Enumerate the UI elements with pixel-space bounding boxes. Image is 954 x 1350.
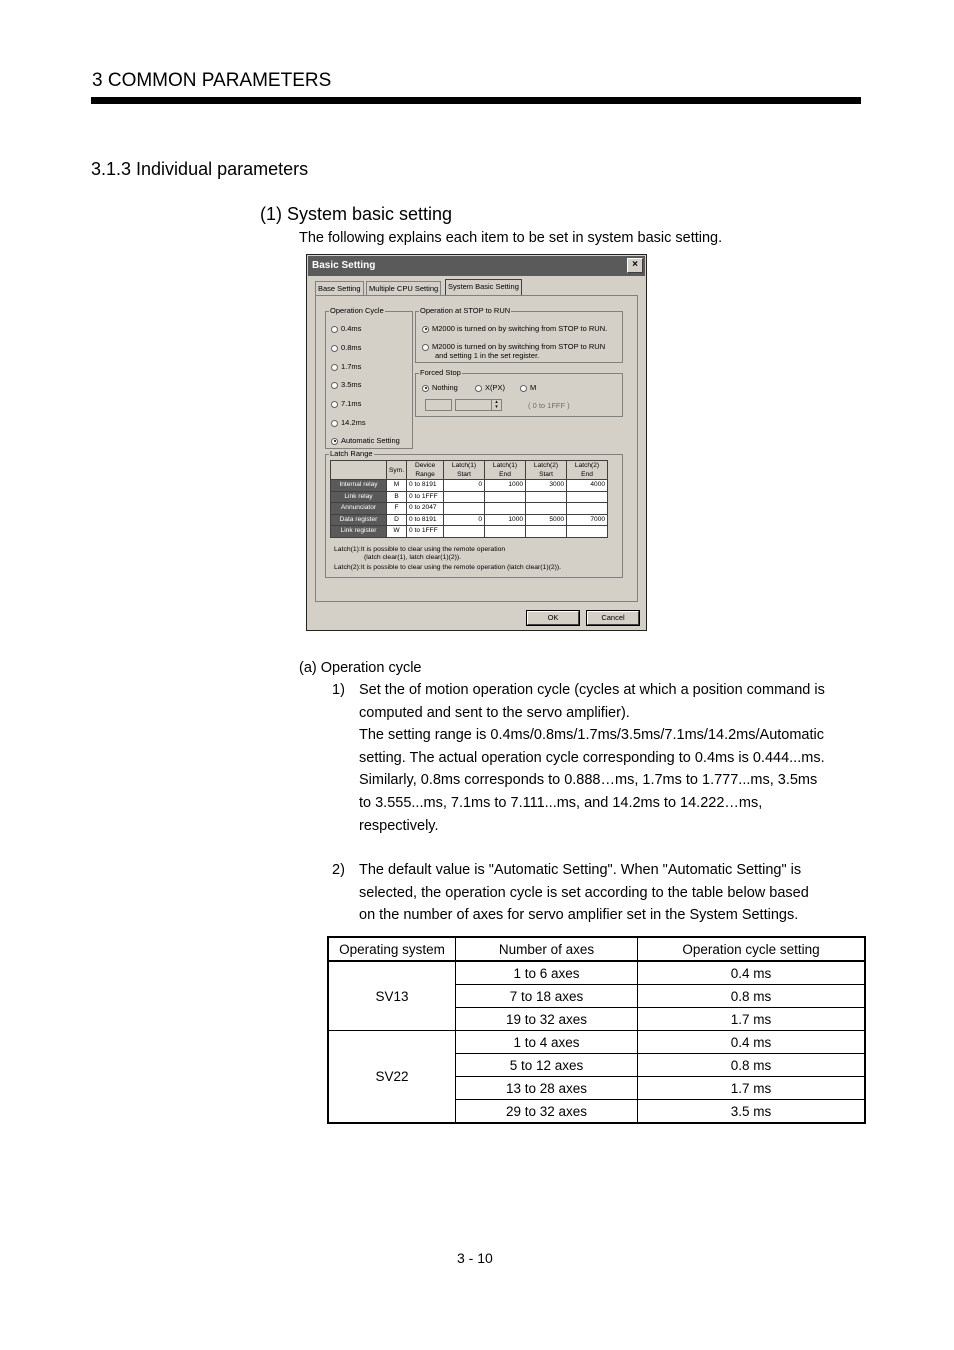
cycle-cell: 1.7 ms — [638, 1008, 866, 1031]
axes-cell: 29 to 32 axes — [456, 1100, 638, 1124]
radio-icon — [475, 385, 482, 392]
latch-row-data-register — [331, 514, 608, 526]
latch-cell-l1-end[interactable]: 1000 — [485, 514, 526, 526]
latch-row-sym: W — [387, 526, 407, 538]
latch-row-range: 0 to 8191 — [407, 480, 444, 492]
latch-header-l2-start: Latch(2) Start — [526, 461, 567, 480]
dialog-title: Basic Setting — [312, 260, 376, 271]
dialog-titlebar — [308, 256, 645, 276]
tab-base-setting[interactable]: Base Setting — [315, 281, 364, 295]
latch-cell-l1-start[interactable] — [444, 526, 485, 538]
latch-header-device-range: Device Range — [407, 461, 444, 480]
table-row — [328, 1031, 865, 1054]
latch-note-2: Latch(2):It is possible to clear using the remote operation (latch clear(1)(2)). — [334, 564, 562, 571]
latch-cell-l1-start[interactable] — [444, 503, 485, 515]
latch-row-sym: M — [387, 480, 407, 492]
latch-header-blank — [331, 461, 387, 480]
radio-icon — [422, 344, 429, 351]
latch-row-name: Link register — [331, 526, 387, 538]
col-header-cycle: Operation cycle setting — [638, 937, 866, 961]
latch-cell-l1-end[interactable] — [485, 503, 526, 515]
section-title: 3.1.3 Individual parameters — [91, 159, 309, 179]
axes-cell: 1 to 4 axes — [456, 1031, 638, 1054]
latch-cell-l2-start[interactable] — [526, 526, 567, 538]
radio-selected-icon — [422, 326, 429, 333]
latch-cell-l1-start[interactable]: 0 — [444, 514, 485, 526]
axes-cell: 5 to 12 axes — [456, 1054, 638, 1077]
cycle-cell: 0.8 ms — [638, 1054, 866, 1077]
item-1-line: computed and sent to the servo amplifier). — [359, 704, 630, 721]
item-2-line: selected, the operation cycle is set according to the table below based — [359, 884, 809, 901]
radio-icon — [520, 385, 527, 392]
radio-icon — [331, 345, 338, 352]
operation-cycle-table — [327, 936, 866, 1124]
stop-to-run-legend: Operation at STOP to RUN — [420, 306, 511, 315]
latch-row-range: 0 to 2047 — [407, 503, 444, 515]
item-2-line: The default value is "Automatic Setting". When "Automatic Setting" is — [359, 862, 802, 878]
latch-header-l2-end: Latch(2) End — [567, 461, 608, 480]
stop-to-run-group — [415, 306, 623, 363]
item-1-number: 1) — [332, 682, 345, 698]
latch-row-range: 0 to 1FFF — [407, 491, 444, 503]
axes-cell: 7 to 18 axes — [456, 985, 638, 1008]
tab-panel — [315, 295, 638, 602]
forced-stop-nothing[interactable]: Nothing — [422, 383, 458, 392]
item-1-line: respectively. — [359, 817, 439, 834]
latch-range-legend: Latch Range — [330, 449, 373, 458]
latch-note-1: Latch(1):It is possible to clear using the remote operation — [334, 546, 506, 553]
latch-cell-l2-end[interactable] — [567, 526, 608, 538]
cycle-option-7-1[interactable]: 7.1ms — [331, 399, 361, 408]
spin-arrows-icon[interactable]: ▴ ▾ — [491, 400, 501, 410]
system-sv22: SV22 — [328, 1031, 456, 1124]
latch-cell-l2-start[interactable] — [526, 503, 567, 515]
close-icon[interactable]: × — [627, 258, 643, 273]
radio-selected-icon — [331, 438, 338, 445]
item-1-line: Similarly, 0.8ms corresponds to 0.888…ms, 1.7ms to 1.777...ms, 3.5ms — [359, 772, 818, 789]
item-1-line: The setting range is 0.4ms/0.8ms/1.7ms/3.5ms/7.1ms/14.2ms/Automatic — [359, 727, 824, 744]
latch-row-link-register — [331, 526, 608, 538]
item-1-line: to 3.555...ms, 7.1ms to 7.111...ms, and 14.2ms to 14.222…ms, — [359, 794, 763, 811]
item-1-line: Set the of motion operation cycle (cycles at which a position command is — [359, 682, 825, 698]
item-1-text — [359, 679, 825, 837]
latch-cell-l1-start[interactable]: 0 — [444, 480, 485, 492]
axes-cell: 1 to 6 axes — [456, 961, 638, 985]
operation-cycle-group — [325, 306, 413, 449]
radio-icon — [331, 364, 338, 371]
item-1-line: setting. The actual operation cycle corresponding to 0.4ms is 0.444...ms. — [359, 749, 825, 766]
operation-cycle-legend: Operation Cycle — [330, 306, 384, 315]
forced-stop-xpx[interactable]: X(PX) — [475, 383, 505, 392]
latch-cell-l1-end[interactable]: 1000 — [485, 480, 526, 492]
tab-system-basic-setting[interactable]: System Basic Setting — [445, 279, 522, 295]
forced-stop-m[interactable]: M — [520, 383, 536, 392]
latch-row-name: Link relay — [331, 491, 387, 503]
basic-setting-dialog — [306, 254, 647, 631]
latch-header-sym: Sym. — [387, 461, 407, 480]
latch-row-name: Internal relay — [331, 480, 387, 492]
cycle-option-0-4[interactable]: 0.4ms — [331, 324, 361, 333]
latch-row-annunciator — [331, 503, 608, 515]
latch-row-sym: D — [387, 514, 407, 526]
latch-row-sym: B — [387, 491, 407, 503]
axes-cell: 13 to 28 axes — [456, 1077, 638, 1100]
latch-cell-l1-start[interactable] — [444, 491, 485, 503]
cycle-cell: 0.4 ms — [638, 1031, 866, 1054]
latch-header-l1-end: Latch(1) End — [485, 461, 526, 480]
stop-run-option-2[interactable]: M2000 is turned on by switching from STOP to RUN — [422, 342, 605, 351]
col-header-axes: Number of axes — [456, 937, 638, 961]
system-sv13: SV13 — [328, 961, 456, 1031]
subsection-title: (1) System basic setting — [260, 204, 453, 224]
radio-icon — [331, 401, 338, 408]
page-number: 3 - 10 — [457, 1250, 493, 1266]
latch-cell-l2-start[interactable]: 5000 — [526, 514, 567, 526]
latch-note-1-line2: (latch clear(1), latch clear(1)(2)). — [364, 554, 462, 561]
latch-cell-l2-end[interactable]: 4000 — [567, 480, 608, 492]
forced-stop-group — [415, 368, 623, 417]
latch-cell-l1-end[interactable] — [485, 526, 526, 538]
forced-stop-range: ( 0 to 1FFF ) — [528, 401, 570, 410]
chapter-header: 3 COMMON PARAMETERS — [92, 70, 332, 91]
latch-row-name: Data register — [331, 514, 387, 526]
latch-cell-l1-end[interactable] — [485, 491, 526, 503]
cycle-option-3-5[interactable]: 3.5ms — [331, 380, 361, 389]
forced-stop-legend: Forced Stop — [420, 368, 461, 377]
forced-stop-number-field[interactable] — [455, 399, 502, 411]
latch-cell-l2-start[interactable]: 3000 — [526, 480, 567, 492]
item-2-number: 2) — [332, 862, 345, 878]
latch-header-l1-start: Latch(1) Start — [444, 461, 485, 480]
table-row — [328, 961, 865, 985]
latch-row-range: 0 to 8191 — [407, 514, 444, 526]
cycle-cell: 1.7 ms — [638, 1077, 866, 1100]
cycle-option-14-2[interactable]: 14.2ms — [331, 418, 366, 427]
radio-icon — [331, 420, 338, 427]
radio-selected-icon — [422, 385, 429, 392]
cycle-option-1-7[interactable]: 1.7ms — [331, 362, 361, 371]
latch-cell-l2-start[interactable] — [526, 491, 567, 503]
latch-row-range: 0 to 1FFF — [407, 526, 444, 538]
ok-button[interactable]: OK — [527, 611, 579, 625]
item-2-text — [359, 859, 809, 927]
latch-cell-l2-end[interactable]: 7000 — [567, 514, 608, 526]
radio-icon — [331, 326, 338, 333]
item-2-line: on the number of axes for servo amplifier set in the System Settings. — [359, 907, 799, 924]
latch-cell-l2-end[interactable] — [567, 491, 608, 503]
cycle-cell: 0.8 ms — [638, 985, 866, 1008]
tab-multiple-cpu-setting[interactable]: Multiple CPU Setting — [366, 281, 441, 295]
cancel-button[interactable]: Cancel — [587, 611, 639, 625]
latch-row-internal-relay — [331, 480, 608, 492]
latch-cell-l2-end[interactable] — [567, 503, 608, 515]
cycle-cell: 3.5 ms — [638, 1100, 866, 1124]
latch-range-table — [330, 460, 608, 538]
cycle-option-automatic[interactable]: Automatic Setting — [331, 436, 400, 445]
stop-run-option-2-line2: and setting 1 in the set register. — [435, 351, 540, 360]
latch-row-name: Annunciator — [331, 503, 387, 515]
col-header-system: Operating system — [328, 937, 456, 961]
header-rule — [91, 97, 861, 104]
axes-cell: 19 to 32 axes — [456, 1008, 638, 1031]
cycle-option-0-8[interactable]: 0.8ms — [331, 343, 361, 352]
radio-icon — [331, 382, 338, 389]
intro-text: The following explains each item to be set in system basic setting. — [299, 230, 723, 246]
stop-run-option-1[interactable]: M2000 is turned on by switching from STOP to RUN. — [422, 324, 607, 333]
latch-row-sym: F — [387, 503, 407, 515]
cycle-cell: 0.4 ms — [638, 961, 866, 985]
forced-stop-device-field[interactable] — [425, 399, 452, 411]
latch-row-link-relay — [331, 491, 608, 503]
item-a-heading: (a) Operation cycle — [299, 660, 422, 676]
